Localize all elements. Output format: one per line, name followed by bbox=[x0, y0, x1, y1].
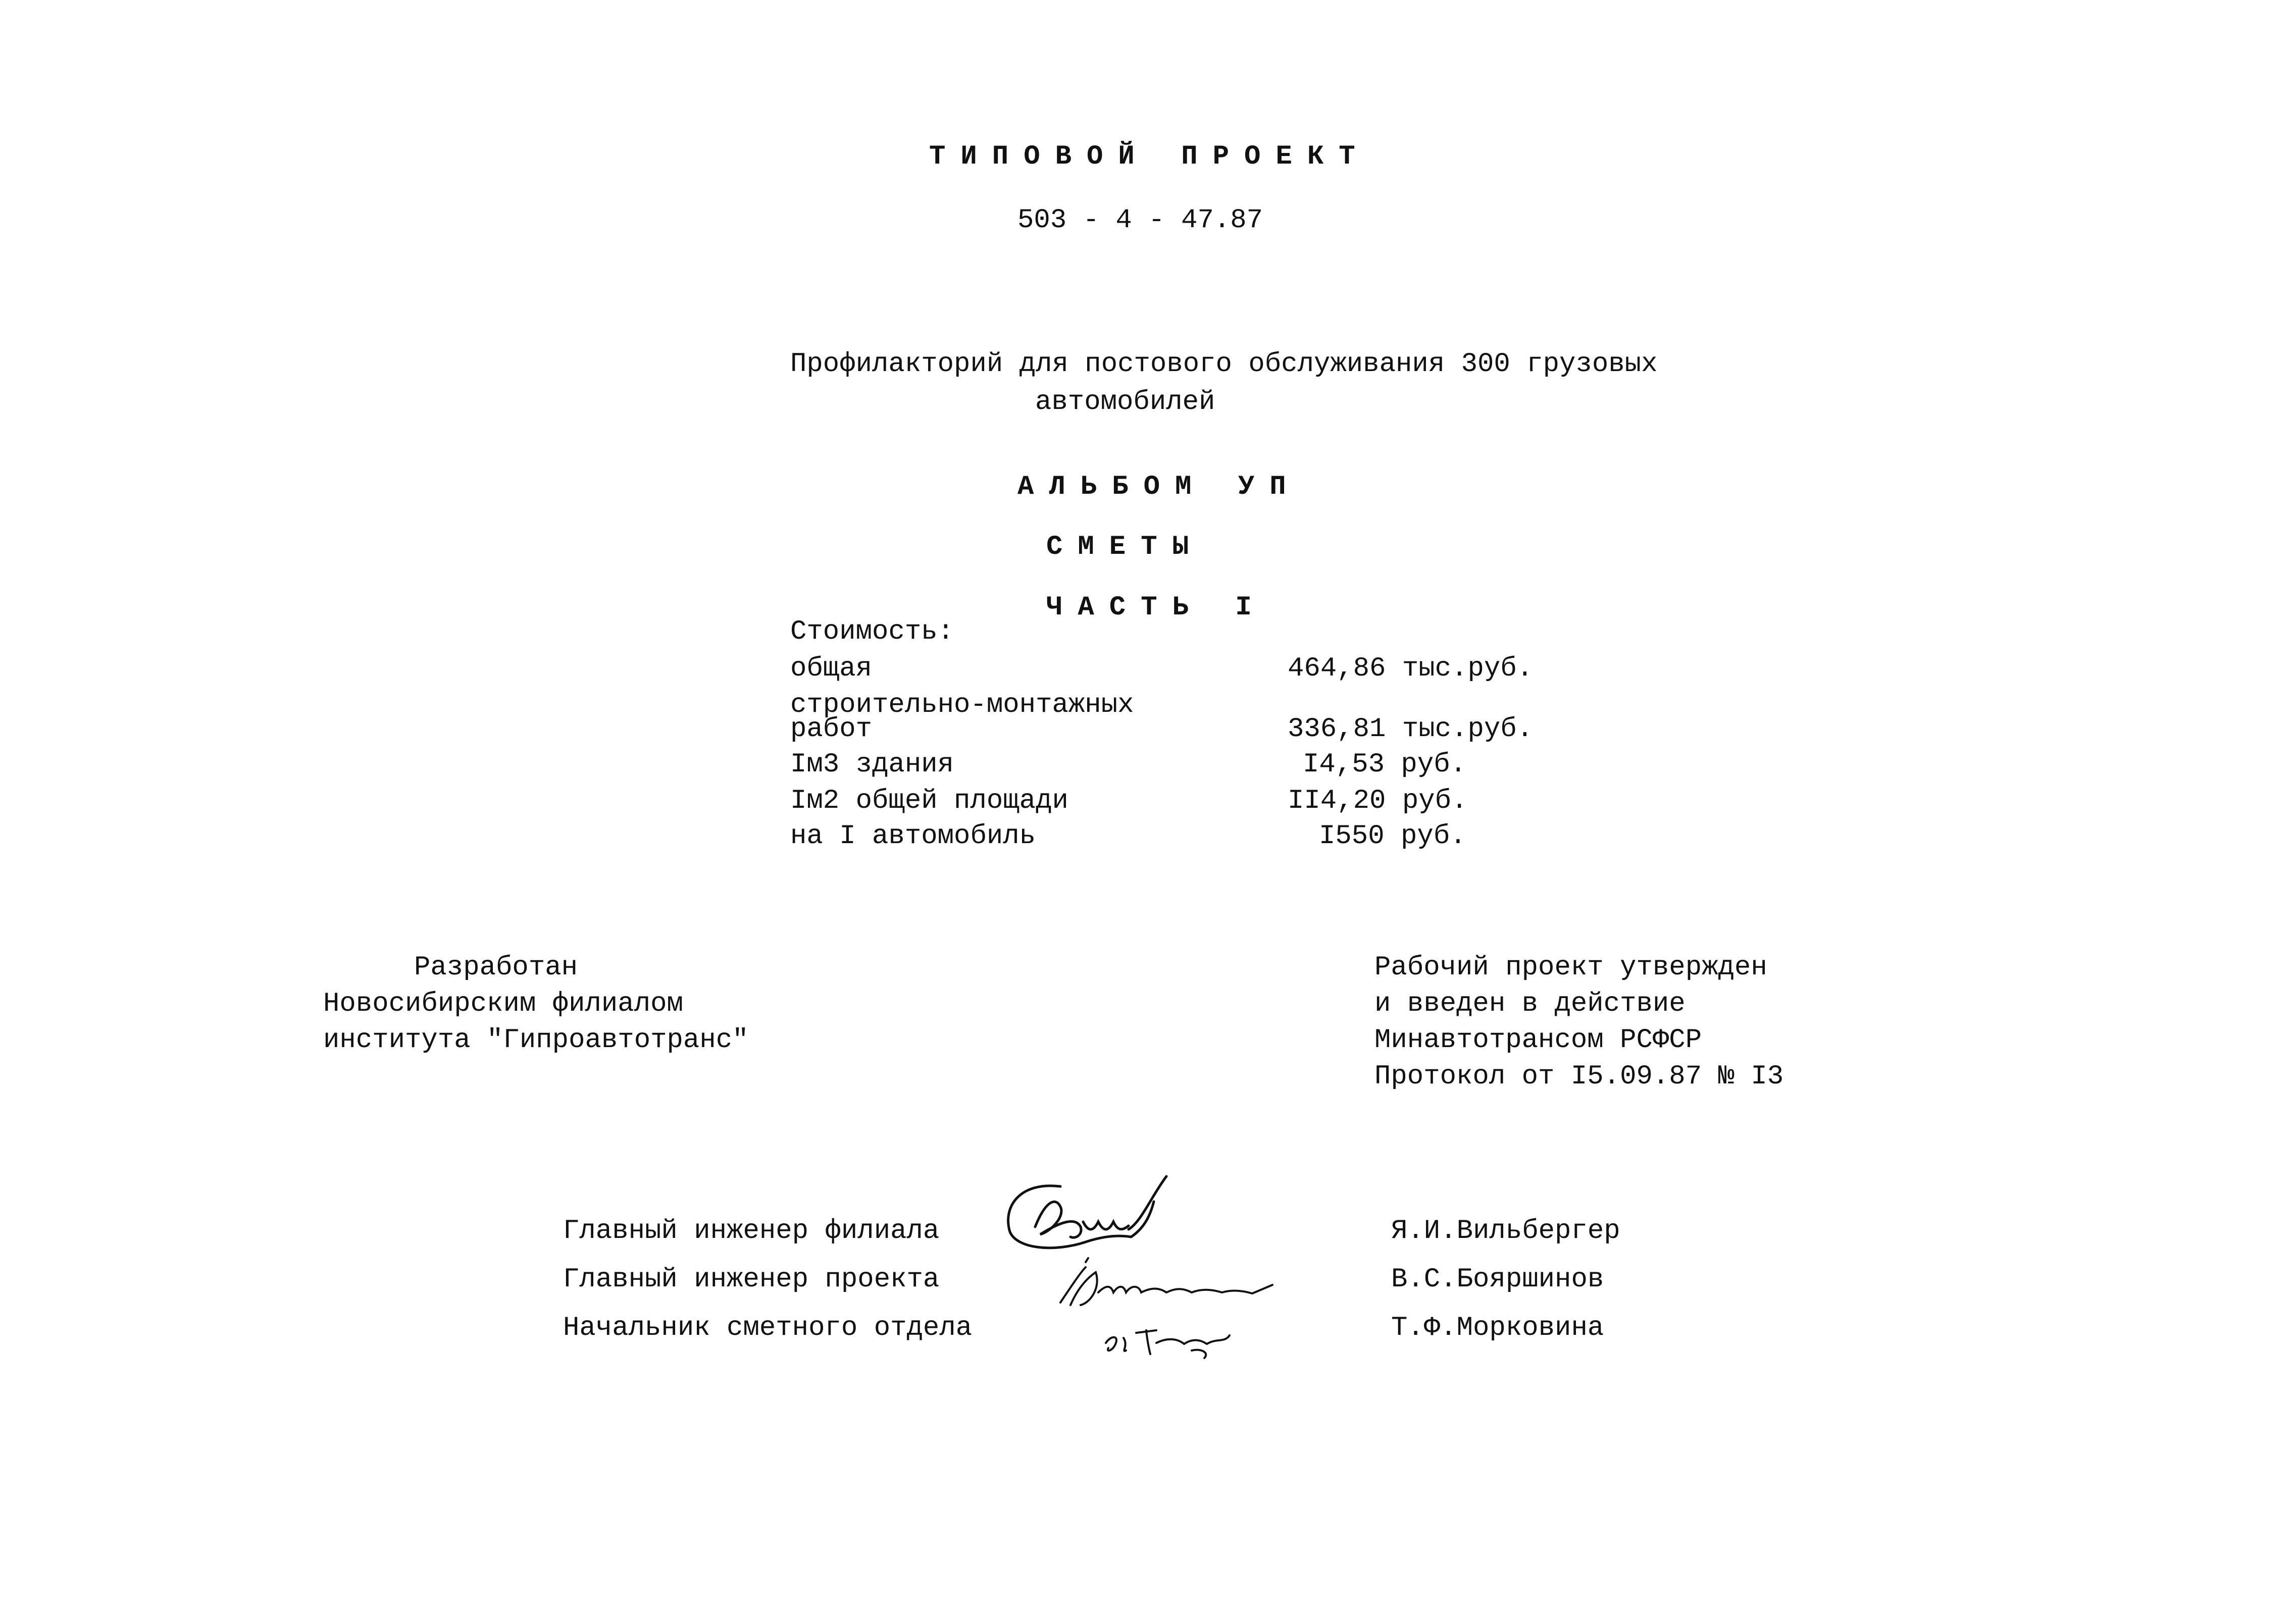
cost-value-per-m2: II4,20 руб. bbox=[1288, 786, 1468, 816]
cost-value-total: 464,86 тыс.руб. bbox=[1288, 653, 1534, 684]
cost-heading: Стоимость: bbox=[790, 616, 954, 647]
title-line-2: автомобилей bbox=[1035, 387, 1215, 418]
cost-label-per-m2: Iм2 общей площади bbox=[790, 786, 1068, 816]
developer-line-3: института "Гипроавтотранс" bbox=[323, 1025, 749, 1056]
signatory-name-3: Т.Ф.Морковина bbox=[1391, 1313, 1604, 1343]
signatory-name-1: Я.И.Вильбергер bbox=[1391, 1216, 1620, 1247]
approval-line-2: и введен в действие bbox=[1374, 989, 1686, 1019]
cost-value-construction: 336,81 тыс.руб. bbox=[1288, 714, 1534, 745]
cost-label-total: общая bbox=[790, 653, 873, 684]
developer-line-1: Разработан bbox=[414, 952, 578, 983]
cost-label-per-m3: Iм3 здания bbox=[790, 749, 954, 780]
album-name: АЛЬБОМ УП bbox=[1017, 472, 1301, 502]
signatory-position-3: Начальник сметного отдела bbox=[563, 1313, 973, 1343]
signatory-position-2: Главный инженер проекта bbox=[563, 1264, 940, 1295]
signature-1-image bbox=[1000, 1166, 1212, 1262]
title-line-1: Профилакторий для постового обслуживания 300 грузовых bbox=[790, 349, 1658, 380]
project-type-heading: ТИПОВОЙ ПРОЕКТ bbox=[929, 141, 1370, 172]
album-section: СМЕТЫ bbox=[1046, 532, 1204, 562]
cost-label-per-vehicle: на I автомобиль bbox=[790, 821, 1036, 852]
signature-3-image bbox=[1101, 1308, 1252, 1363]
cost-label-construction: строительно-монтажных bbox=[790, 690, 1134, 720]
approval-line-4: Протокол от I5.09.87 № I3 bbox=[1374, 1061, 1784, 1092]
approval-line-3: Минавтотрансом РСФСР bbox=[1374, 1025, 1702, 1056]
cost-value-per-m3: I4,53 руб. bbox=[1303, 749, 1467, 780]
album-part: ЧАСТЬ I bbox=[1046, 592, 1267, 623]
signatory-position-1: Главный инженер филиала bbox=[563, 1216, 940, 1247]
cost-value-per-vehicle: I550 руб. bbox=[1319, 821, 1466, 852]
cost-label-construction-2: работ bbox=[790, 714, 873, 745]
project-number: 503 - 4 - 47.87 bbox=[1017, 205, 1263, 236]
signatory-name-2: В.С.Бояршинов bbox=[1391, 1264, 1604, 1295]
developer-line-2: Новосибирским филиалом bbox=[323, 989, 683, 1019]
approval-line-1: Рабочий проект утвержден bbox=[1374, 952, 1767, 983]
